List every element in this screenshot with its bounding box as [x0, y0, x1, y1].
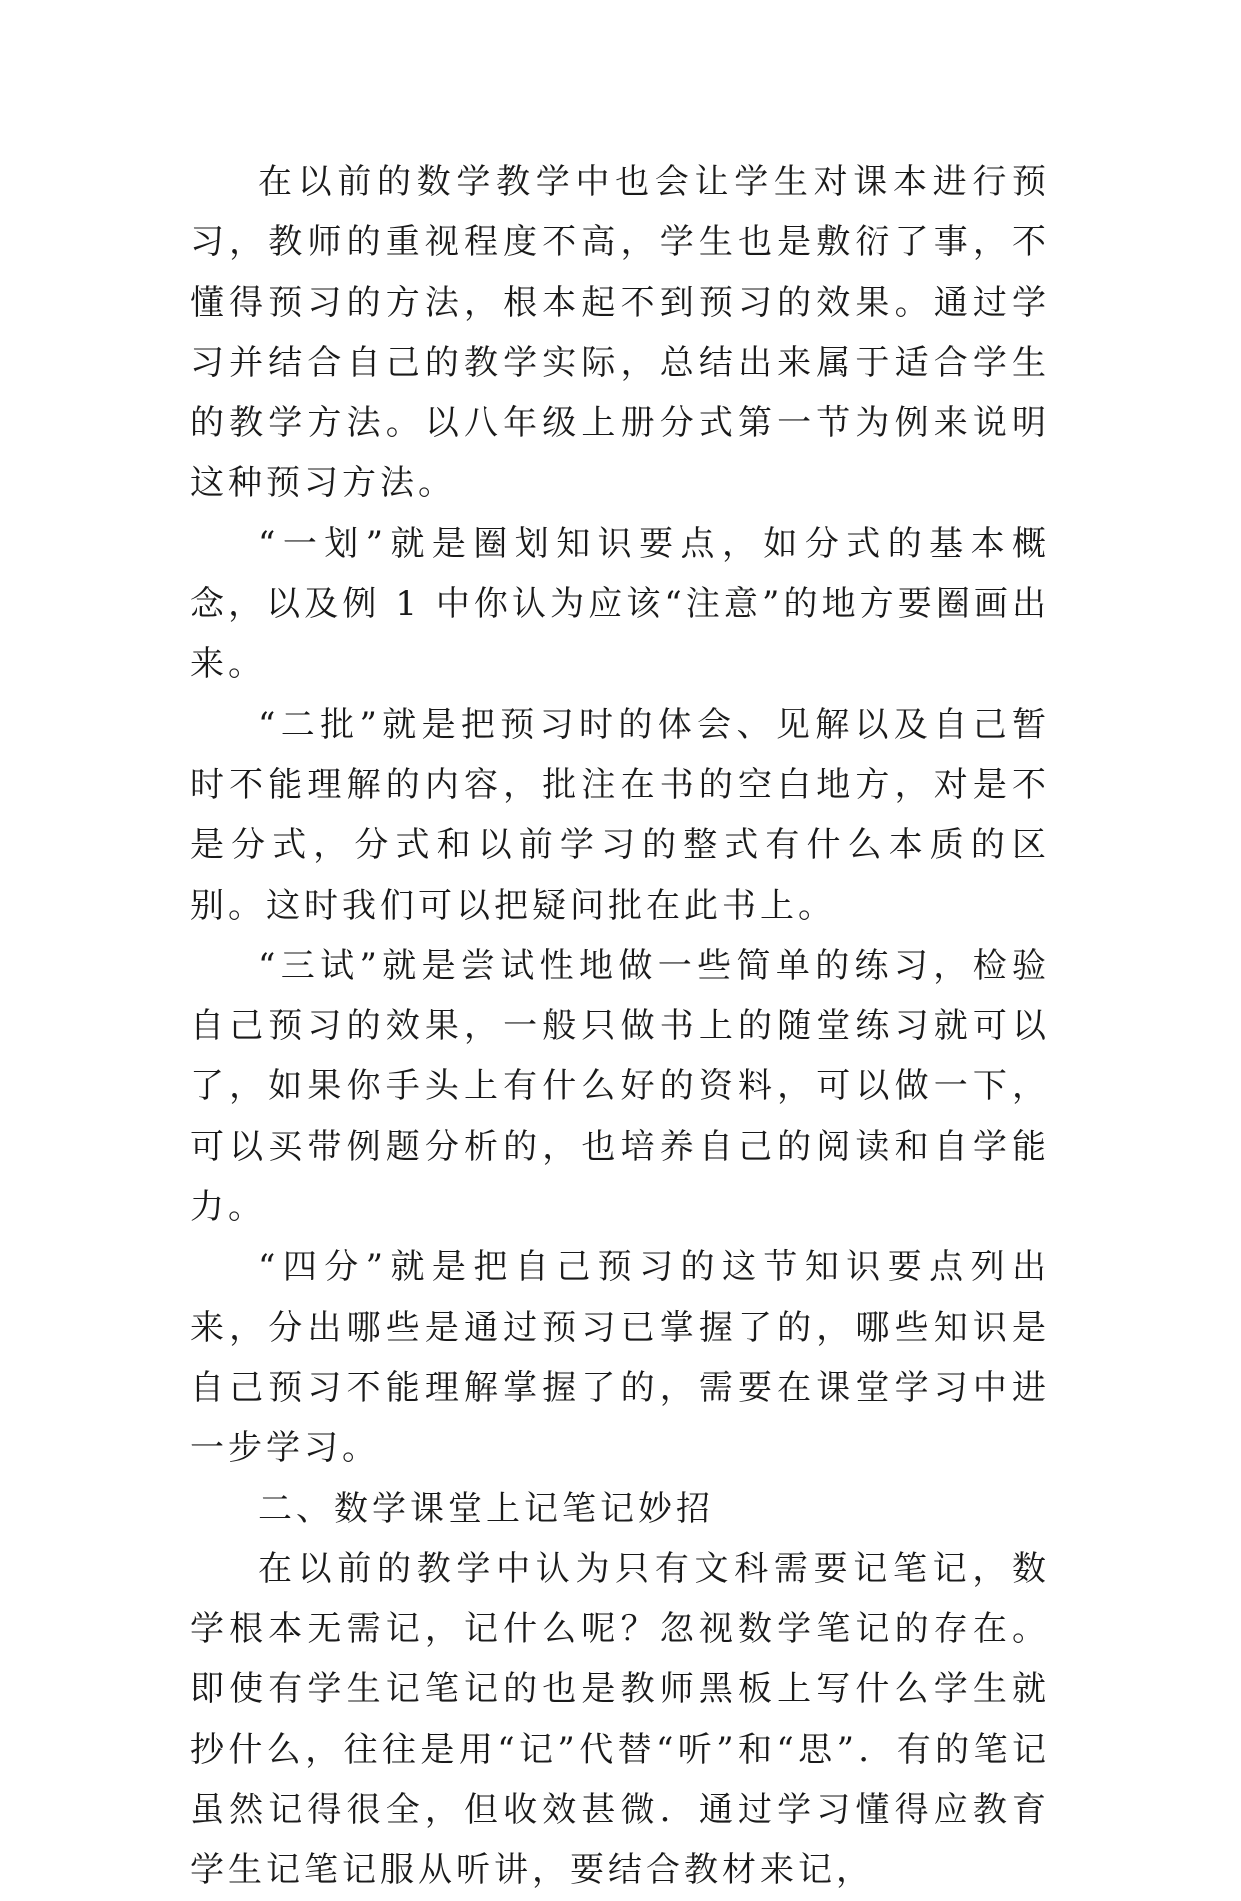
section-heading-note-taking: 二、数学课堂上记笔记妙招 — [258, 1488, 714, 1529]
paragraph-step-one-mark: “一划”就是圈划知识要点，如分式的基本概念，以及例 1 中你认为应该“注意”的地方要圈画出来。 — [190, 523, 1050, 685]
paragraph-step-four-sort: “四分”就是把自己预习的这节知识要点列出来，分出哪些是通过预习已掌握了的，哪些知识是自己预习不能理解掌握了的，需要在课堂学习中进一步学习。 — [190, 1247, 1050, 1469]
paragraph-preview-intro: 在以前的数学教学中也会让学生对课本进行预习，教师的重视程度不高，学生也是敷衍了事，不懂得预习的方法，根本起不到预习的效果。通过学习并结合自己的教学实际，总结出来属于适合学生的教学方法。以八年级上册分式第一节为例来说明这种预习方法。 — [190, 162, 1050, 504]
paragraph-step-three-try: “三试”就是尝试性地做一些简单的练习，检验自己预习的效果，一般只做书上的随堂练习就可以了，如果你手头上有什么好的资料，可以做一下，可以买带例题分析的，也培养自己的阅读和自学能力。 — [190, 945, 1050, 1228]
paragraph-step-two-annotate: “二批”就是把预习时的体会、见解以及自己暂时不能理解的内容，批注在书的空白地方，对是不是分式，分式和以前学习的整式有什么本质的区别。这时我们可以把疑问批在此书上。 — [190, 704, 1050, 926]
paragraph-note-taking: 在以前的教学中认为只有文科需要记笔记，数学根本无需记，记什么呢？忽视数学笔记的存在。即使有学生记笔记的也是教师黑板上写什么学生就抄什么，往往是用“记”代替“听”和“思”．有的笔记虽然记得很全，但收效甚微．通过学习懂得应教育学生记笔记服从听讲，要结合教材来记， — [190, 1548, 1050, 1891]
document-body — [190, 152, 1050, 1901]
